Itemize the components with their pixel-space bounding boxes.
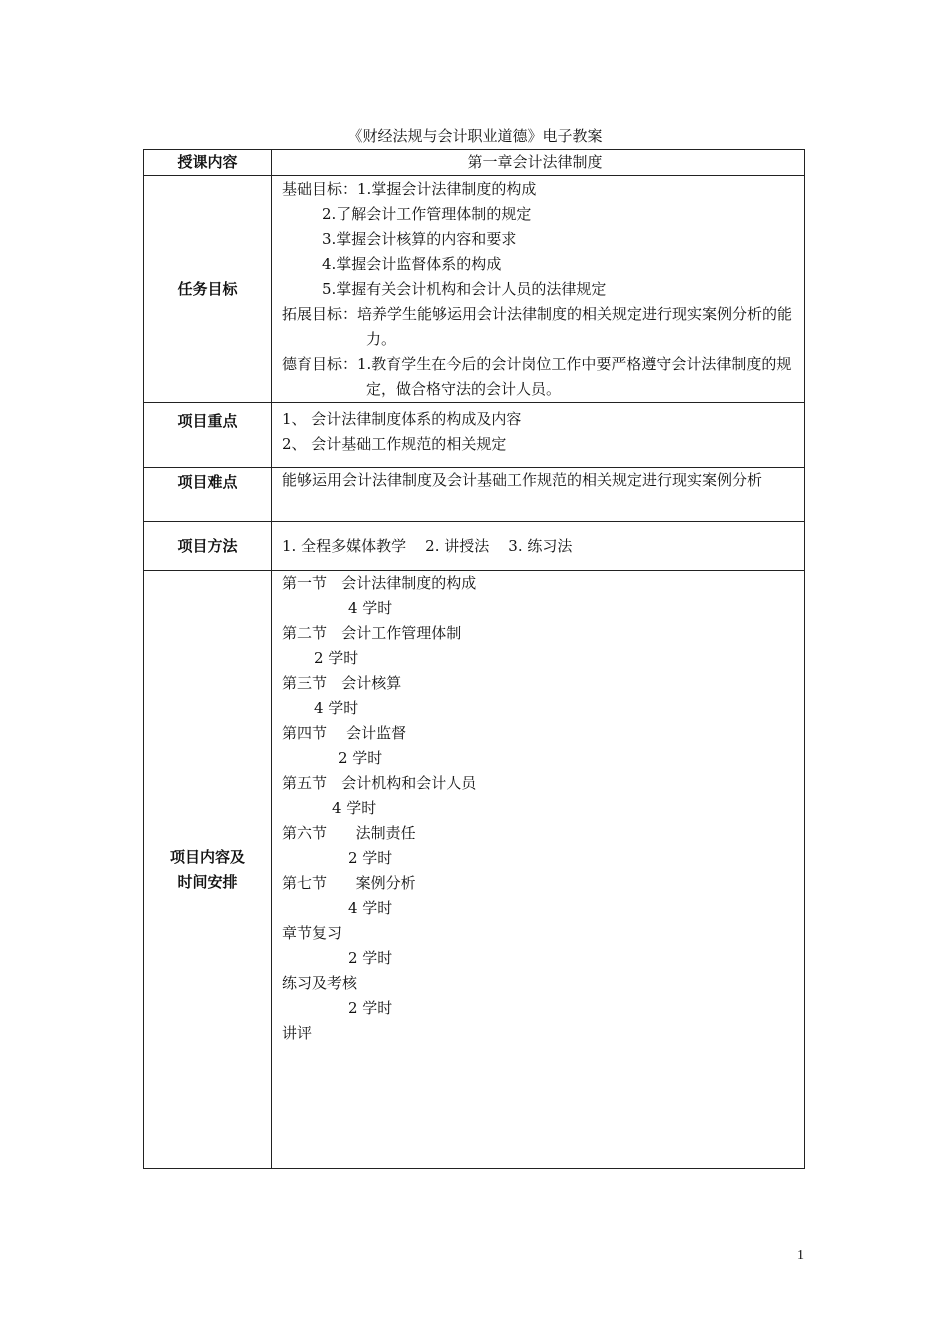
basic-goal-item: 4.掌握会计监督体系的构成 (322, 255, 502, 273)
basic-goal-item: 1.掌握会计法律制度的构成 (357, 180, 537, 198)
schedule-item (282, 821, 798, 871)
chapter-title: 第一章会计法律制度 (272, 150, 805, 176)
row-schedule (144, 571, 805, 1169)
schedule-section-title: 第七节 案例分析 (282, 874, 416, 892)
schedule-section-title: 讲评 (282, 1024, 313, 1042)
row-key-points (144, 403, 805, 468)
row-methods (144, 522, 805, 571)
schedule-hours: 2 学时 (314, 649, 359, 667)
moral-goal: 德育目标：1.教育学生在今后的会计岗位工作中要严格遵守会计法律制度的规定，做合格守法的会计人员。 (282, 355, 792, 398)
schedule-item (282, 921, 798, 971)
schedule-hours: 4 学时 (314, 699, 359, 717)
key-points-content (272, 403, 805, 468)
schedule-section-title: 第六节 法制责任 (282, 824, 416, 842)
schedule-section-title: 第四节 会计监督 (282, 724, 407, 742)
extended-goal: 拓展目标：培养学生能够运用会计法律制度的相关规定进行现实案例分析的能力。 (282, 305, 793, 348)
label-key-points: 项目重点 (144, 403, 272, 468)
schedule-hours: 2 学时 (338, 749, 383, 767)
schedule-item (282, 721, 798, 771)
lesson-plan-table (143, 149, 805, 1169)
schedule-item (282, 871, 798, 921)
basic-goal-prefix: 基础目标： (282, 180, 358, 198)
row-teaching-content (144, 150, 805, 176)
methods-text: 1. 全程多媒体教学 2. 讲授法 3. 练习法 (282, 536, 573, 555)
difficulties-content: 能够运用会计法律制度及会计基础工作规范的相关规定进行现实案例分析 (272, 468, 805, 522)
label-teaching-content: 授课内容 (144, 150, 272, 176)
label-methods: 项目方法 (144, 522, 272, 571)
schedule-content (272, 571, 805, 1169)
basic-goal-item: 5.掌握有关会计机构和会计人员的法律规定 (322, 280, 607, 298)
task-goals-content (272, 176, 805, 403)
label-schedule-line1: 项目内容及 (169, 847, 245, 866)
key-point-item: 1、 会计法律制度体系的构成及内容 (282, 410, 522, 428)
schedule-hours: 2 学时 (348, 949, 393, 967)
schedule-hours: 4 学时 (332, 799, 377, 817)
schedule-item (282, 771, 798, 821)
methods-content (272, 522, 805, 571)
schedule-section-title: 章节复习 (282, 924, 343, 942)
schedule-section-title: 第一节 会计法律制度的构成 (282, 574, 477, 592)
schedule-hours: 2 学时 (348, 999, 393, 1017)
schedule-section-title: 第五节 会计机构和会计人员 (282, 774, 477, 792)
label-schedule-line2: 时间安排 (177, 872, 238, 891)
label-schedule (144, 571, 272, 1169)
basic-goal-line (282, 177, 798, 202)
label-task-goals: 任务目标 (144, 176, 272, 403)
basic-goal-item: 3.掌握会计核算的内容和要求 (322, 230, 517, 248)
schedule-item (282, 971, 798, 1021)
schedule-section-title: 第二节 会计工作管理体制 (282, 624, 462, 642)
label-difficulties: 项目难点 (144, 468, 272, 522)
row-difficulties (144, 468, 805, 522)
schedule-item (282, 1021, 798, 1046)
schedule-hours: 4 学时 (348, 899, 393, 917)
schedule-hours: 2 学时 (348, 849, 393, 867)
schedule-hours: 4 学时 (348, 599, 393, 617)
schedule-item (282, 621, 798, 671)
basic-goal-item: 2.了解会计工作管理体制的规定 (322, 205, 532, 223)
schedule-section-title: 练习及考核 (282, 974, 358, 992)
schedule-item (282, 571, 798, 621)
page-number: 1 (797, 1248, 804, 1263)
schedule-section-title: 第三节 会计核算 (282, 674, 402, 692)
document-title: 《财经法规与会计职业道德》电子教案 (347, 127, 603, 145)
key-point-item: 2、 会计基础工作规范的相关规定 (282, 435, 507, 453)
schedule-item (282, 671, 798, 721)
row-task-goals (144, 176, 805, 403)
